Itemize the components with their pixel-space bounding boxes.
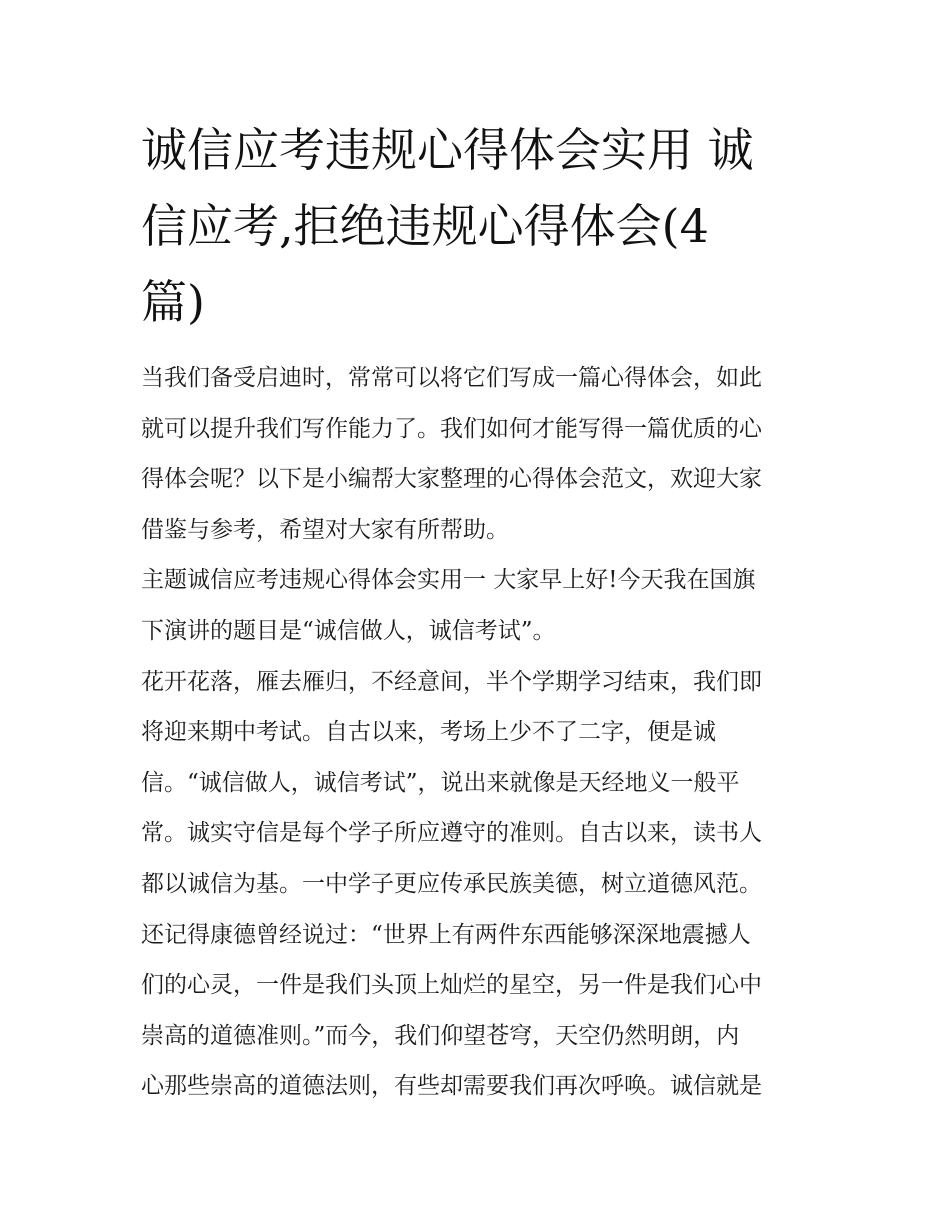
body-line: 借鉴与参考，希望对大家有所帮助。 bbox=[141, 516, 509, 543]
document-body bbox=[141, 353, 813, 1112]
body-line: 崇高的道德准则。”而今，我们仰望苍穹，天空仍然明朗，内 bbox=[141, 1022, 740, 1049]
body-line: 心那些崇高的道德法则，有些却需要我们再次呼唤。诚信就是 bbox=[141, 1073, 762, 1100]
document-title bbox=[141, 112, 813, 340]
body-line: 还记得康德曾经说过：“世界上有两件东西能够深深地震撼人 bbox=[141, 921, 751, 948]
document-content bbox=[141, 112, 813, 1112]
body-line: 信。“诚信做人，诚信考试”，说出来就像是天经地义一般平 bbox=[141, 769, 740, 796]
body-line: 花开花落，雁去雁归，不经意间，半个学期学习结束，我们即 bbox=[141, 668, 762, 695]
body-line: 主题诚信应考违规心得体会实用一 大家早上好!今天我在国旗 bbox=[141, 567, 756, 594]
body-line: 们的心灵，一件是我们头顶上灿烂的星空，另一件是我们心中 bbox=[141, 972, 762, 999]
title-line: 信应考,拒绝违规心得体会(4 bbox=[141, 199, 709, 253]
body-line: 下演讲的题目是“诚信做人，诚信考试”。 bbox=[141, 617, 556, 644]
body-line: 得体会呢？以下是小编帮大家整理的心得体会范文，欢迎大家 bbox=[141, 466, 762, 493]
body-line: 常。诚实守信是每个学子所应遵守的准则。自古以来，读书人 bbox=[141, 820, 762, 847]
title-line: 篇) bbox=[141, 275, 205, 329]
body-line: 都以诚信为基。一中学子更应传承民族美德，树立道德风范。 bbox=[141, 870, 762, 897]
body-line: 当我们备受启迪时，常常可以将它们写成一篇心得体会，如此 bbox=[141, 365, 762, 391]
title-line: 诚信应考违规心得体会实用 诚 bbox=[141, 123, 754, 177]
body-line: 将迎来期中考试。自古以来，考场上少不了二字，便是诚 bbox=[141, 719, 716, 746]
body-line: 就可以提升我们写作能力了。我们如何才能写得一篇优质的心 bbox=[141, 415, 762, 442]
